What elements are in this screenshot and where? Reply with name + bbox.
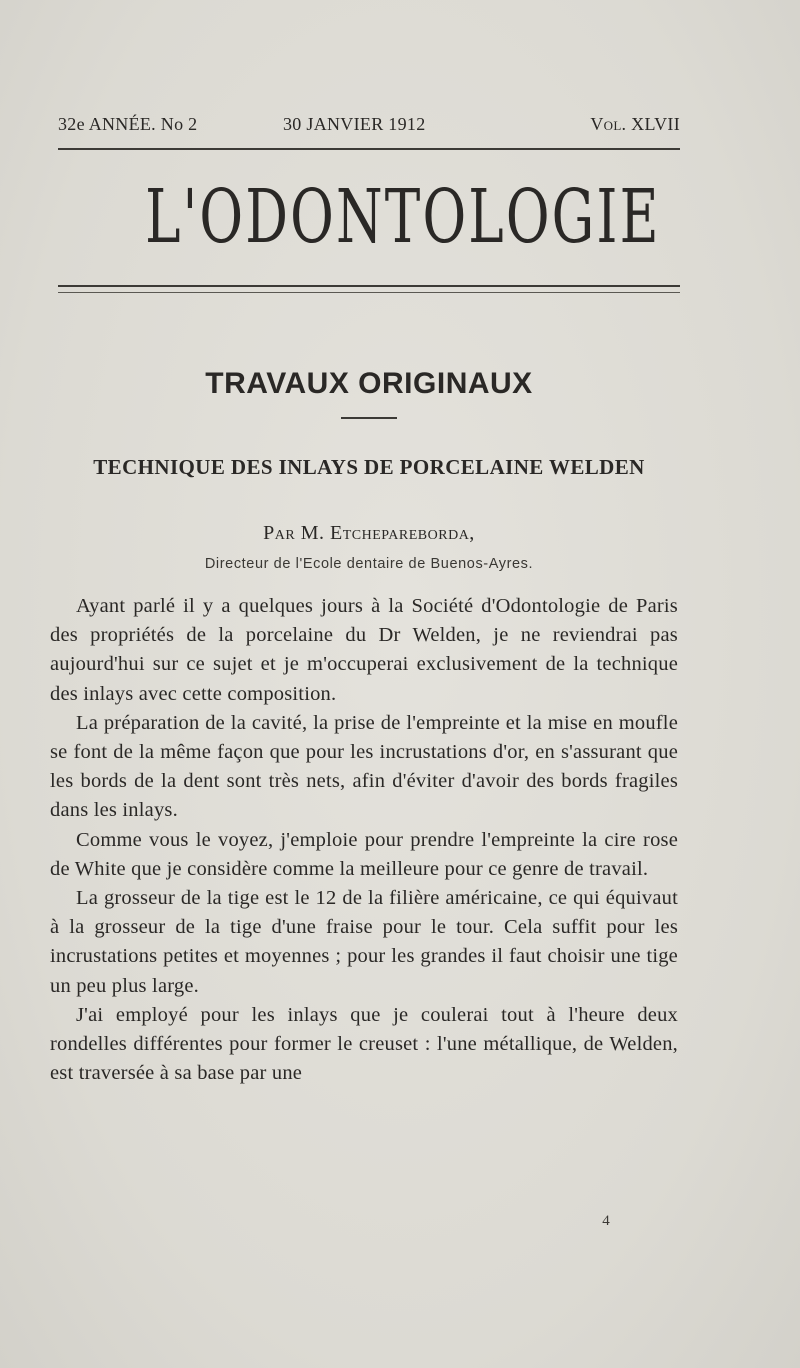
section-title: TRAVAUX ORIGINAUX (205, 367, 533, 400)
header-rule (58, 148, 680, 150)
paragraph: J'ai employé pour les inlays que je coulerai tout à l'heure deux rondelles différentes pour former le creuset : l'une métallique, de Welden, est traversée à sa base par une (50, 1003, 678, 1085)
article-title: TECHNIQUE DES INLAYS DE PORCELAINE WELDEN (93, 455, 645, 479)
paragraph: Comme vous le voyez, j'emploie pour prendre l'empreinte la cire rose de White que je considère comme la meilleure pour ce genre de travail. (50, 828, 678, 880)
section-divider (341, 417, 397, 419)
article-byline: Par M. Etchepareborda, (263, 522, 475, 544)
paragraph: La préparation de la cavité, la prise de l'empreinte et la mise en moufle se font de la même façon que pour les incrustations d'or, en s'assurant que les bords de la dent sont très nets, afin d'éviter d'avoir des bords fragiles dans les inlays. (50, 711, 678, 822)
paragraph: Ayant parlé il y a quelques jours à la Société d'Odontologie de Paris des propriétés de la porcelaine du Dr Welden, je ne reviendrai pas aujourd'hui sur ce sujet et je m'occuperai exclusivement de la technique des inlays avec cette composition. (50, 595, 678, 705)
masthead-rule-thin (58, 292, 680, 293)
journal-title: L'ODONTOLOGIE (145, 174, 661, 260)
issue-date: 30 JANVIER 1912 (283, 114, 426, 134)
running-header (58, 114, 680, 138)
author-affiliation: Directeur de l'Ecole dentaire de Buenos-Ayres. (204, 556, 534, 572)
article-body (50, 592, 678, 1088)
issue-number: 32e ANNÉE. No 2 (58, 114, 198, 134)
paragraph: La grosseur de la tige est le 12 de la filière américaine, ce qui équivaut à la grosseur de la tige d'une fraise pour le tour. Cela suffit pour les incrustations petites et moyennes ; pour les grandes il faut choisir une tige un peu plus large. (50, 887, 678, 997)
page-number: 4 (602, 1213, 610, 1229)
masthead-rule-thick (58, 285, 680, 287)
volume-number: Vol. XLVII (590, 114, 680, 134)
